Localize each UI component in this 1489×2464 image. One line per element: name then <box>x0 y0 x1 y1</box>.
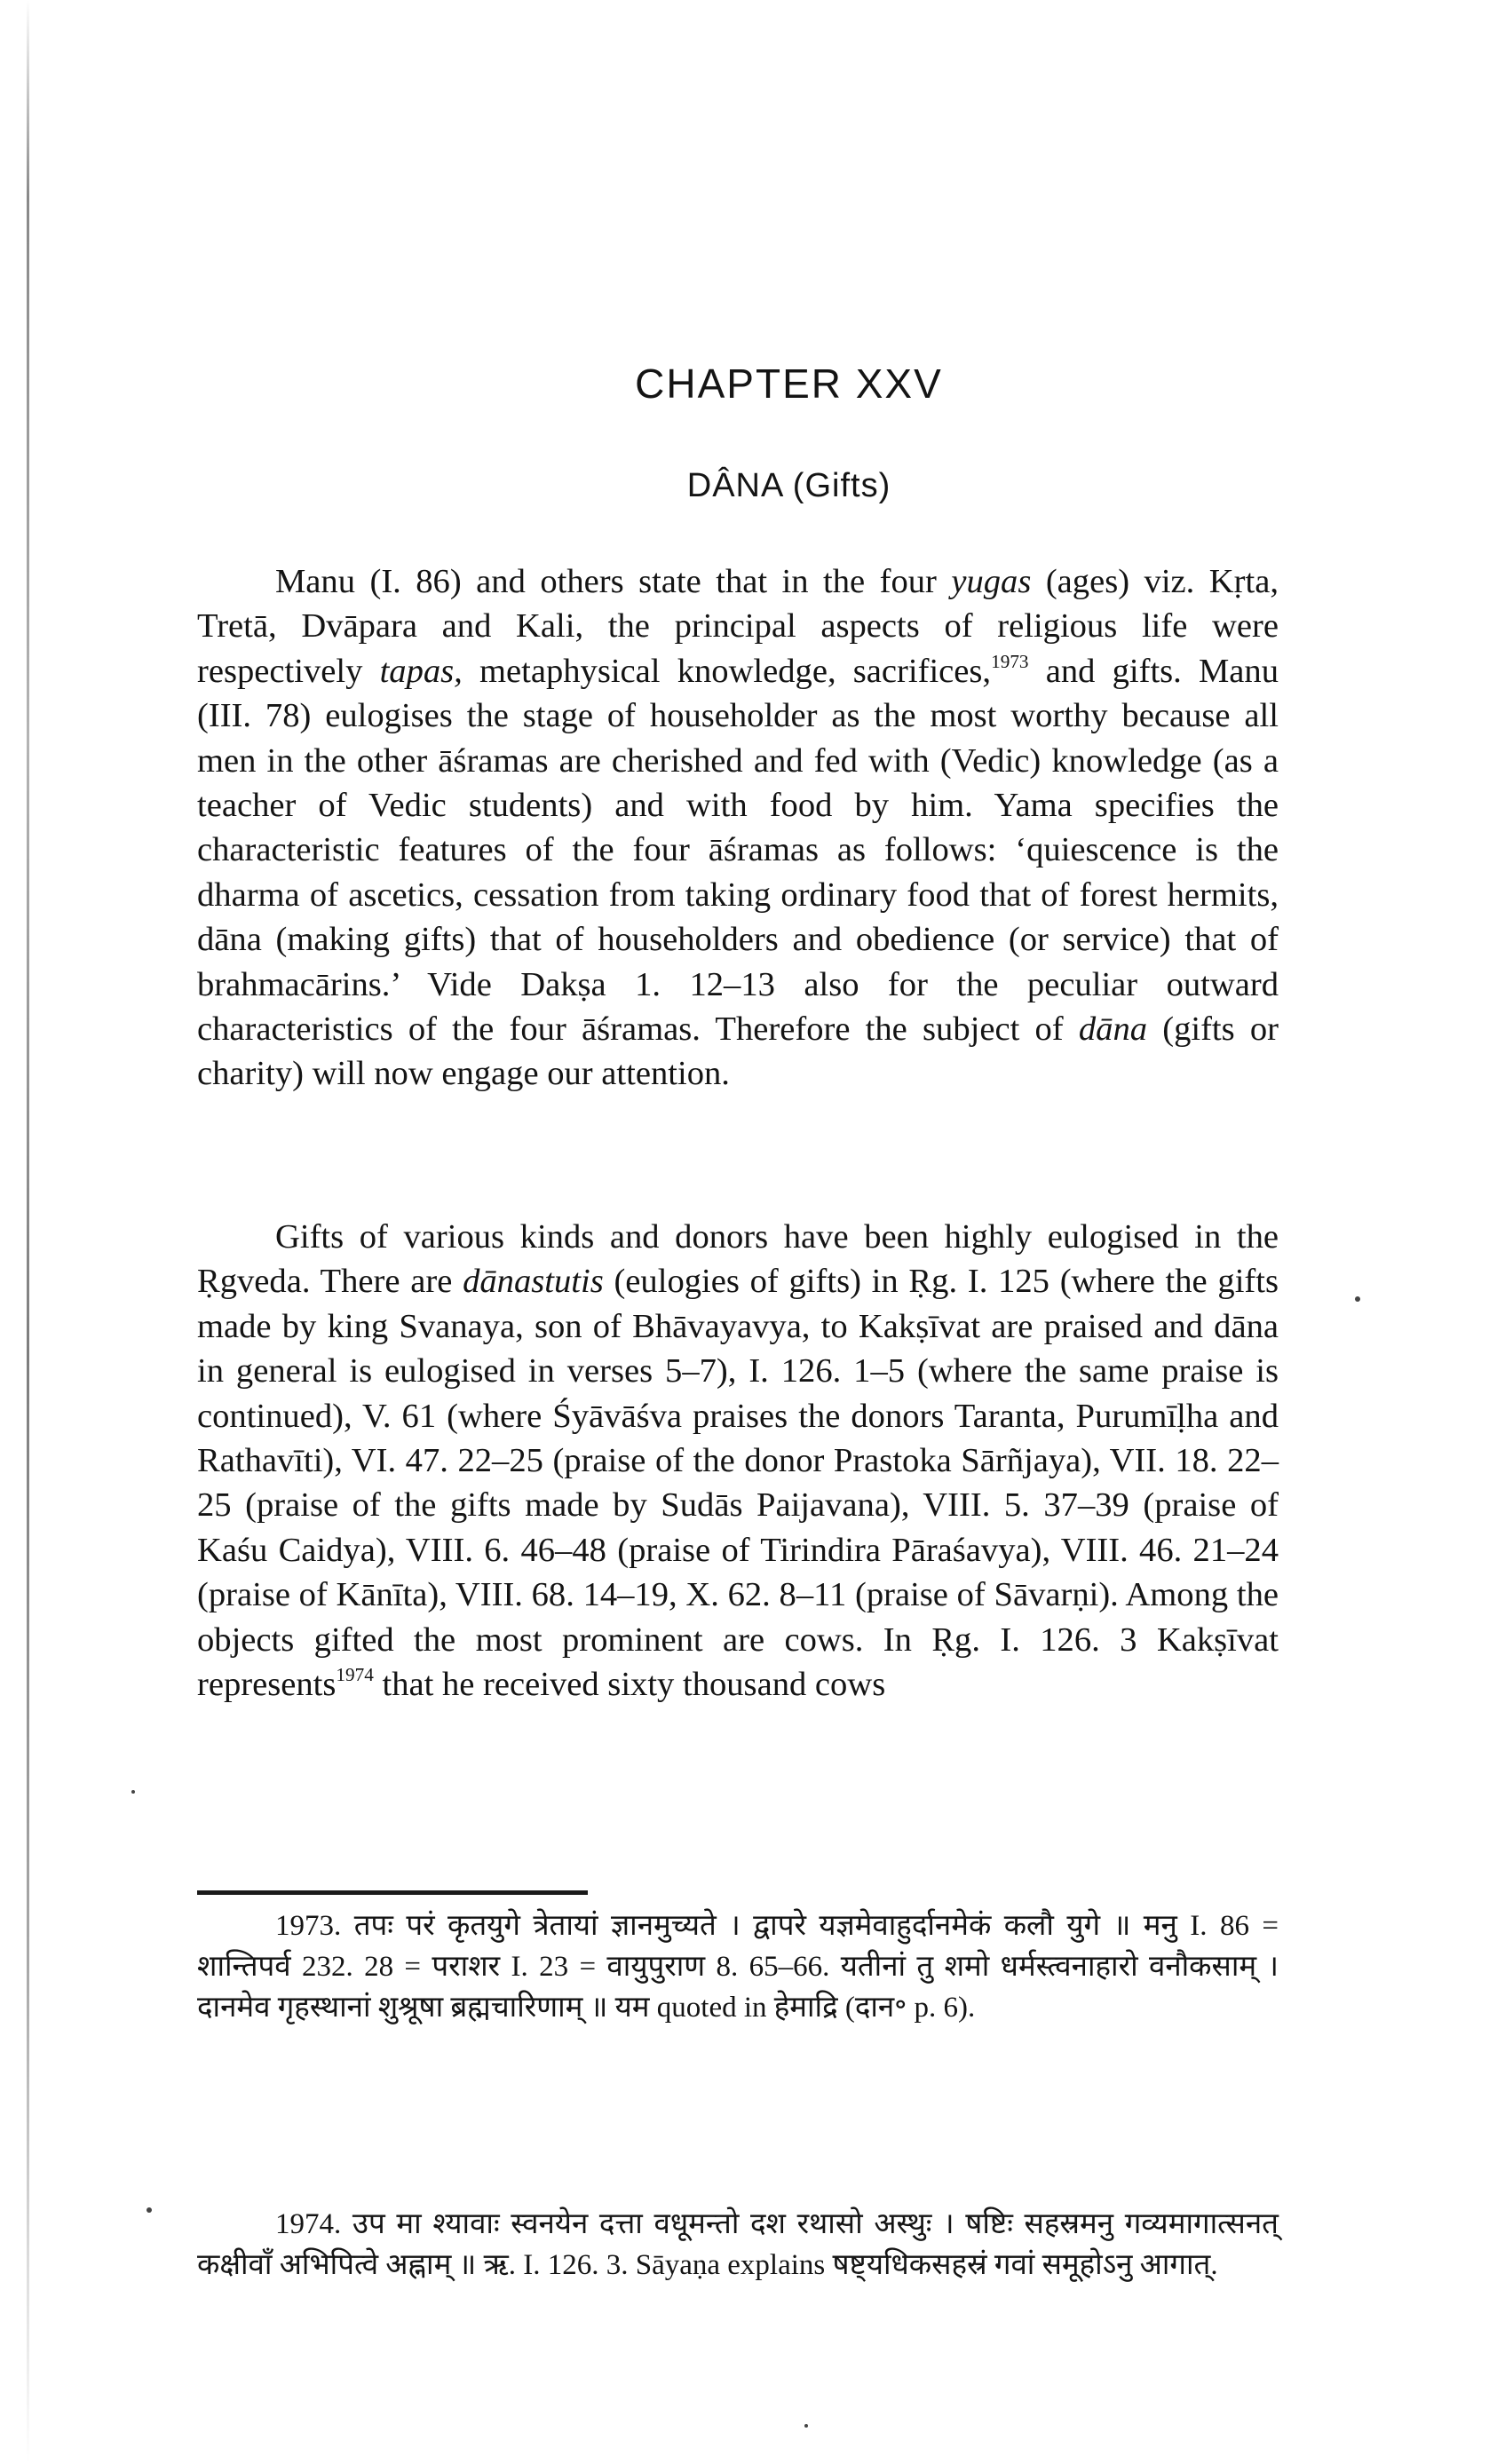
scan-speck <box>804 2424 808 2428</box>
scan-speck <box>1355 1296 1360 1302</box>
text-run: and gifts. Manu (III. 78) eulogises the stage of householder as the most worthy because all men in the other āśramas are cherished and fed with (Vedic) knowledge (as a teacher of Vedic students) and with food by him. Yama specifies the characteristic features of the four āśramas as follows: ‘quiescence is the dharma of ascetics, cessation from taking ordinary food that of forest hermits, dāna (making gifts) that of householders and obedience (or service) that of brahmacārins.’ Vide Dakṣa 1. 12–13 also for the peculiar outward characteristics of the four āśramas. Therefore the subject of <box>197 652 1279 1049</box>
footnote-number: 1974. <box>275 2208 342 2240</box>
body-paragraph <box>197 559 1279 1097</box>
text-run: (gifts or charity) will now engage our attention. <box>197 1010 1279 1093</box>
text-run: that he received sixty thousand cows <box>373 1666 886 1704</box>
footnote <box>197 2204 1279 2286</box>
footnote-ref[interactable]: 1973 <box>991 650 1029 672</box>
section-title: DÂNA (Gifts) <box>686 467 891 504</box>
scan-speck <box>147 2207 152 2213</box>
footnote-ref[interactable]: 1974 <box>336 1664 374 1686</box>
text-run: (eulogies of gifts) in Ṛg. I. 125 (where the gifts made by king Svanaya, son of Bhāvayavya, to Kakṣīvat are praised and dāna in general is eulogised in verses 5–7), I. 126. 1–5 (where the same praise is continued), V. 61 (where Śyāvāśva praises the donors Taranta, Purumīḷha and Rathavīti), VI. 47. 22–25 (praise of the donor Prastoka Sārñjaya), VII. 18. 22–25 (praise of the gifts made by Sudās Paijavana), VIII. 5. 37–39 (praise of Kaśu Caidya), VIII. 6. 46–48 (praise of Tirindira Pāraśavya), VIII. 46. 21–24 (praise of Kānīta), VIII. 68. 14–19, X. 62. 8–11 (praise of Sāvarṇi). Among the objects gifted the most prominent are cows. In Ṛg. I. 126. 3 Kakṣīvat represents <box>197 1263 1279 1704</box>
body-paragraph <box>197 1215 1279 1707</box>
text-run: Gifts of various kinds and donors have been highly eulogised in the Ṛgveda. There are <box>197 1218 1279 1301</box>
footnote-text: तपः परं कृतयुगे त्रेतायां ज्ञानमुच्यते । द्वापरे यज्ञमेवाहुर्दानमेकं कलौ युगे ॥ मनु I. 86 = शान्तिपर्व 232. 28 = पराशर I. 23 = वायुपुराण 8. 65–66. यतीनां तु शमो धर्मस्त्वनाहारो वनौकसाम् । दानमेव गृहस्थानां शुश्रूषा ब्रह्मचारिणाम् ॥ यम quoted in हेमाद्रि (दान॰ p. 6). <box>197 1910 1279 2024</box>
text-run: Manu (I. 86) and others state that in the four <box>275 563 952 600</box>
scan-speck <box>131 1790 135 1794</box>
footnote-divider <box>197 1890 588 1895</box>
text-run: metaphysical knowledge, sacrifices, <box>462 652 992 690</box>
italic-term: dānastutis <box>463 1263 604 1301</box>
footnote-number: 1973. <box>275 1910 342 1942</box>
footnote-text: उप मा श्यावाः स्वनयेन दत्ता वधूमन्तो दश रथासो अस्थुः । षष्टिः सहस्रमनु गव्यमागात्सनत् कक्षीवाँ अभिपित्वे अह्नाम् ॥ ऋ. I. 126. 3. Sāyaṇa explains षष्ट्यधिकसहस्रं गवां समूहोऽनु आगात्. <box>197 2208 1279 2281</box>
footnote <box>197 1905 1279 2028</box>
text-run: (ages) viz. Kṛta, Tretā, Dvāpara and Kali, the principal aspects of religious life were respectively <box>197 563 1279 690</box>
chapter-title: CHAPTER XXV <box>635 360 943 407</box>
italic-term: yugas <box>951 563 1032 600</box>
italic-term: dāna <box>1078 1010 1148 1049</box>
italic-term: tapas, <box>379 652 463 690</box>
